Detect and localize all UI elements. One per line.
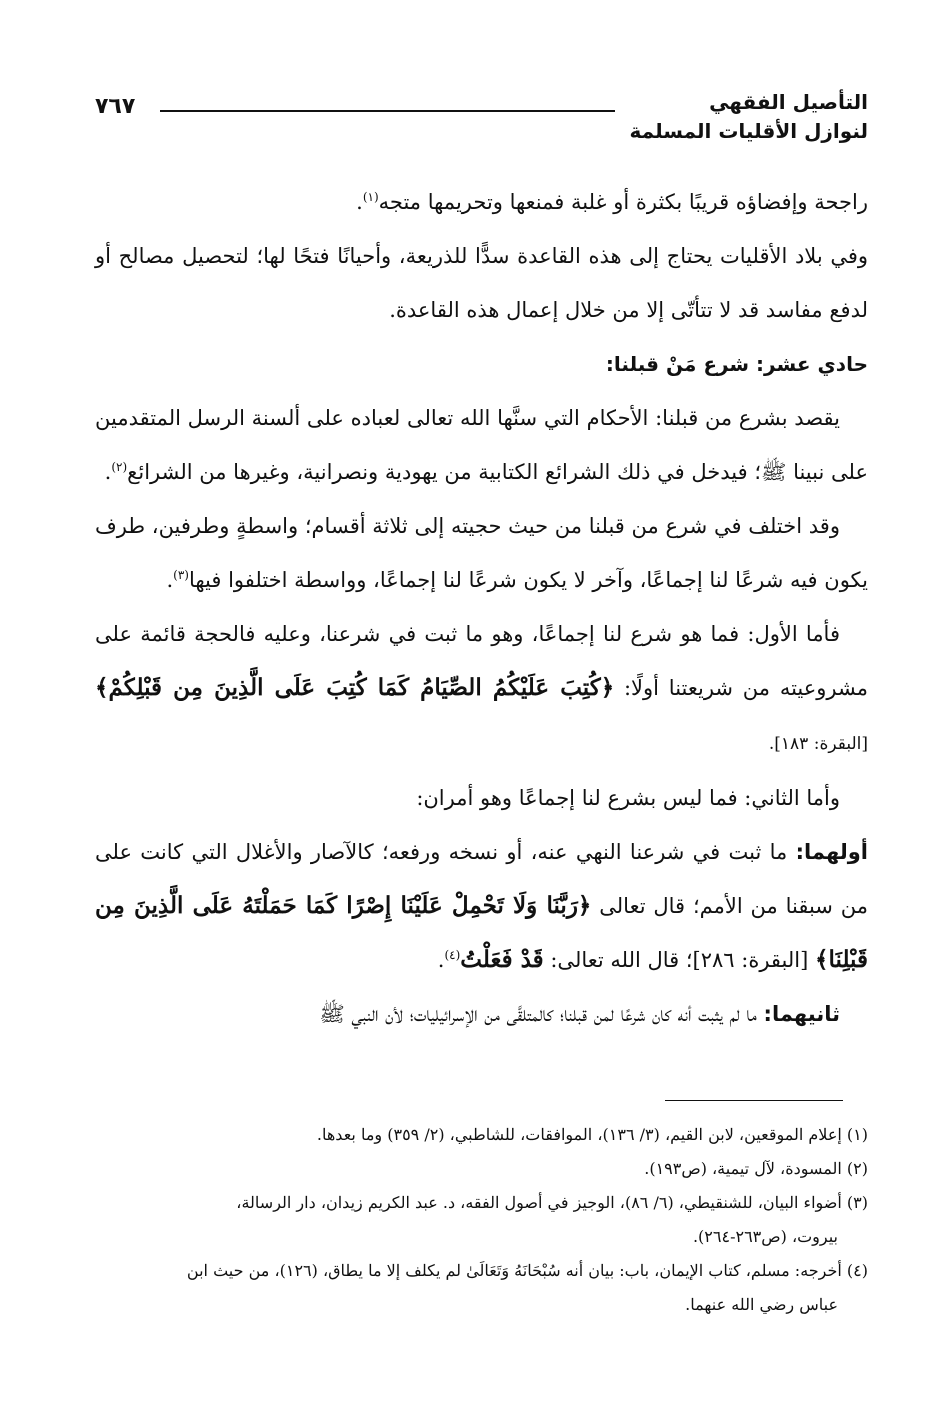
paragraph-2: وفي بلاد الأقليات يحتاج إلى هذه القاعدة سدًّا للذريعة، وأحيانًا فتحًا لها؛ لتحصيل مصالح أو لدفع مفاسد قد لا تتأتّى إلا من خلال إعمال هذه القاعدة. (95, 244, 868, 322)
footnote-ref-1[interactable]: (١) (362, 190, 379, 204)
footnote-ref-3[interactable]: (٣) (173, 568, 189, 582)
second-point-label: ثانيهما: (763, 1002, 840, 1026)
footnote-1: (١) إعلام الموقعين، لابن القيم، (٣/ ١٣٦)، الموافقات، للشاطبي، (٢/ ٣٥٩) وما بعدها. (316, 1125, 868, 1144)
page-number: ٧٦٧ (95, 94, 136, 119)
paragraph-3: يقصد بشرع من قبلنا: الأحكام التي سنَّها الله تعالى لعباده على ألسنة الرسل المتقدمين على نبينا ﷺ؛ فيدخل في ذلك الشرائع الكتابية من يهودية ونصرانية، وغيرها من الشرائع$^{(٢)}$. (95, 406, 868, 484)
quran-verse-1: ﴿كُتِبَ عَلَيْكُمُ الصِّيَامُ كَمَا كُتِبَ عَلَى الَّذِينَ مِن قَبْلِكُمْ﴾ (95, 674, 615, 701)
footnote-ref-2[interactable]: (٢) (111, 460, 128, 474)
paragraph-6: وأما الثاني: فما ليس بشرع لنا إجماعًا وهو أمران: (416, 786, 840, 810)
footnotes (80, 1118, 868, 1322)
footnote-2: (٢) المسودة، لآل تيمية، (ص١٩٣). (644, 1159, 868, 1178)
section-heading: حادي عشر: شرع مَنْ قبلنا: (605, 352, 868, 376)
footnote-4-continued: عباس رضي الله عنهما. (685, 1295, 838, 1314)
verse-citation-1: [البقرة: ١٨٣]. (768, 734, 868, 754)
paragraph-7: أولهما: ما ثبت في شرعنا النهي عنه، أو نسخه ورفعه؛ كالآصار والأغلال التي كانت على من سبقنا من الأمم؛ قال تعالى ﴿رَبَّنَا وَلَا تَحْمِلْ عَلَيْنَا إِصْرًا كَمَا حَمَلْتَهُ عَلَى الَّذِينَ مِن قَبْلِنَا﴾ [البقرة: ٢٨٦]؛ قال الله تعالى: قَدْ فَعَلْتُ$^{(٤)}$. (95, 840, 869, 973)
quran-verse-3: قَدْ فَعَلْتُ (460, 946, 544, 973)
footnote-separator (665, 1100, 843, 1101)
first-point-label: أولهما: (795, 840, 869, 864)
quran-verse-2: ﴿رَبَّنَا وَلَا تَحْمِلْ عَلَيْنَا إِصْرًا كَمَا حَمَلْتَهُ عَلَى الَّذِينَ مِن قَبْلِنَا﴾ (95, 892, 868, 973)
footnote-3: (٣) أضواء البيان، للشنقيطي، (٦/ ٨٦)، الوجيز في أصول الفقه، د. عبد الكريم زيدان، دار الرسالة، (236, 1193, 868, 1212)
footnote-3-continued: بيروت، (ص٢٦٣-٢٦٤). (692, 1227, 838, 1246)
paragraph-1: راجحة وإفضاؤه قريبًا بكثرة أو غلبة فمنعها وتحريمها متجه$^{(١)}$. (356, 190, 868, 214)
book-title (630, 88, 868, 146)
main-text (95, 175, 868, 1041)
header-rule (160, 110, 615, 112)
footnote-4: (٤) أخرجه: مسلم، كتاب الإيمان، باب: بيان أنه سُبْحَانَهُ وَتَعَالَىٰ لم يكلف إلا ما يطاق، (١٢٦)، من حيث ابن (186, 1261, 868, 1280)
paragraph-5: فأما الأول: فما هو شرع لنا إجماعًا، وهو ما ثبت في شرعنا، وعليه فالحجة قائمة على مشروعيته من شريعتنا أولًا: ﴿كُتِبَ عَلَيْكُمُ الصِّيَامُ كَمَا كُتِبَ عَلَى الَّذِينَ مِن قَبْلِكُمْ﴾ [البقرة: ١٨٣]. (95, 622, 868, 754)
paragraph-8: ثانيهما: ما لم يثبت أنه كان شرعًا لمن قبلنا؛ كالمتلقَّى من الإسرائيليات؛ لأن النبي ﷺ (319, 1002, 840, 1026)
book-title-line-2: لنوازل الأقليات المسلمة (629, 119, 868, 143)
paragraph-4: وقد اختلف في شرع من قبلنا من حيث حجيته إلى ثلاثة أقسام؛ واسطةٍ وطرفين، طرف يكون فيه شرعًا لنا إجماعًا، وآخر لا يكون شرعًا لنا إجماعًا، وواسطة اختلفوا فيها$^{(٣)}$. (95, 514, 868, 592)
running-header (95, 88, 868, 148)
book-title-line-1: التأصيل الفقهي (709, 90, 868, 114)
footnote-ref-4[interactable]: (٤) (444, 948, 461, 962)
